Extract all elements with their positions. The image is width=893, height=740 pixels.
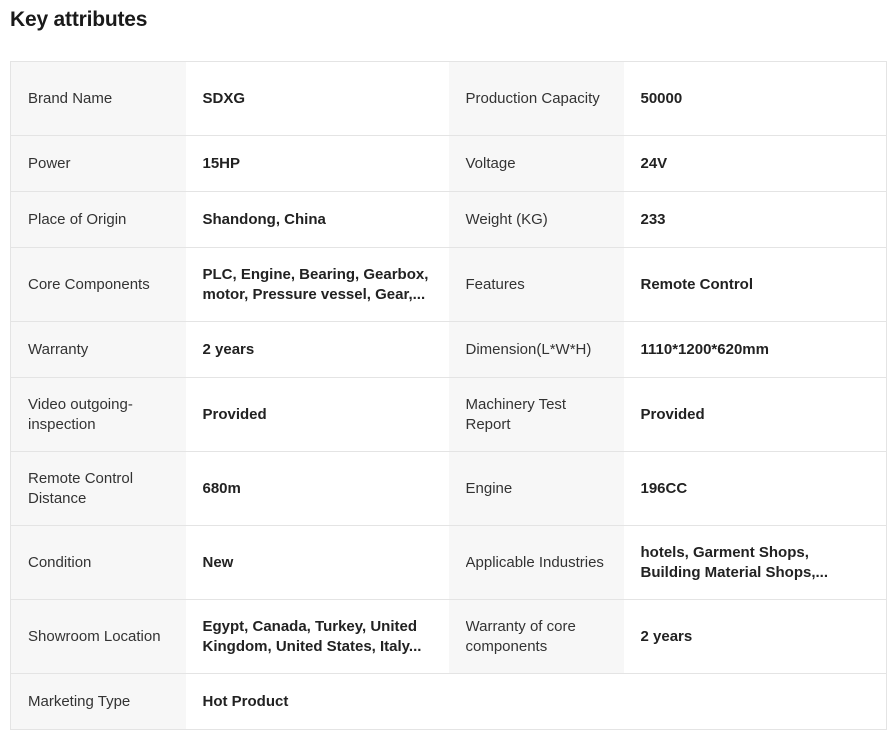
attribute-value: 15HP: [186, 136, 449, 192]
attribute-value: 50000: [624, 62, 887, 136]
attribute-value: 233: [624, 192, 887, 248]
attribute-value: [186, 248, 449, 322]
attribute-label-text: Video outgoing-inspection: [28, 395, 133, 433]
attribute-label: Dimension(L*W*H): [449, 322, 624, 378]
attribute-label-text: Warranty of core components: [465, 617, 576, 655]
attribute-value-text: hotels, Garment Shops, Building Material Shops,...: [640, 543, 829, 581]
attribute-row: [11, 600, 887, 674]
attribute-label: Place of Origin: [11, 192, 186, 248]
attribute-label: [11, 378, 186, 452]
attribute-row: [11, 136, 887, 192]
empty-cell: [449, 674, 624, 730]
attribute-row: [11, 192, 887, 248]
attribute-label: Marketing Type: [11, 674, 186, 730]
attribute-value: Shandong, China: [186, 192, 449, 248]
attribute-row: [11, 378, 887, 452]
attribute-label: Warranty: [11, 322, 186, 378]
attribute-label: Features: [449, 248, 624, 322]
attribute-value: [624, 526, 887, 600]
attribute-label: Core Components: [11, 248, 186, 322]
attribute-label: Condition: [11, 526, 186, 600]
attribute-label-text: Showroom Location: [28, 627, 161, 645]
attribute-value: 2 years: [186, 322, 449, 378]
attribute-label: [11, 452, 186, 526]
attribute-label: Voltage: [449, 136, 624, 192]
attribute-value: SDXG: [186, 62, 449, 136]
attribute-value: Remote Control: [624, 248, 887, 322]
attribute-value: 2 years: [624, 600, 887, 674]
attribute-value: [186, 600, 449, 674]
attribute-row: [11, 248, 887, 322]
attribute-label-text: Production Capacity: [465, 89, 600, 107]
attribute-label: Weight (KG): [449, 192, 624, 248]
section-title: Key attributes: [10, 8, 148, 31]
attribute-label: Brand Name: [11, 62, 186, 136]
key-attributes-table: [10, 61, 887, 730]
attribute-label: [449, 526, 624, 600]
attribute-label: [449, 62, 624, 136]
attribute-value: Hot Product: [186, 674, 449, 730]
attribute-value-text: Egypt, Canada, Turkey, United Kingdom, United States, Italy...: [202, 617, 422, 655]
attribute-value: New: [186, 526, 449, 600]
attribute-row: [11, 452, 887, 526]
attribute-label: [11, 600, 186, 674]
attribute-value: 680m: [186, 452, 449, 526]
attribute-label-text: Machinery Test Report: [465, 395, 567, 433]
attribute-value: Provided: [186, 378, 449, 452]
attribute-value: 196CC: [624, 452, 887, 526]
attribute-value-text: PLC, Engine, Bearing, Gearbox, motor, Pressure vessel, Gear,...: [202, 265, 429, 303]
attribute-value: 24V: [624, 136, 887, 192]
attribute-label: Engine: [449, 452, 624, 526]
attribute-value: Provided: [624, 378, 887, 452]
attribute-row: [11, 62, 887, 136]
empty-cell: [624, 674, 887, 730]
attribute-label-text: Applicable Industries: [465, 553, 604, 571]
attribute-label: [449, 378, 624, 452]
attribute-row: [11, 322, 887, 378]
attribute-row: [11, 526, 887, 600]
attribute-label-text: Remote Control Distance: [28, 469, 134, 507]
attribute-row: [11, 674, 887, 730]
attribute-value: 1110*1200*620mm: [624, 322, 887, 378]
attribute-label: Power: [11, 136, 186, 192]
attribute-label: [449, 600, 624, 674]
